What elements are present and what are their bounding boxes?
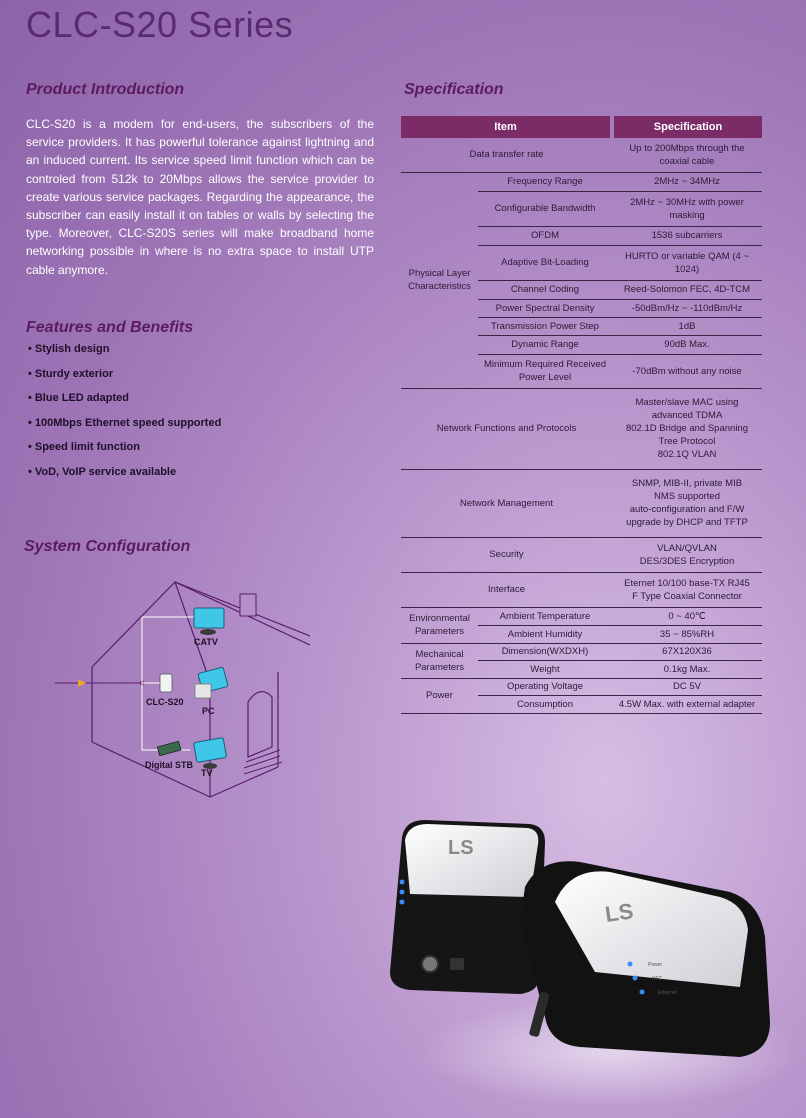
led-icon (640, 990, 645, 995)
tv-icon (193, 738, 226, 763)
system-configuration-diagram (50, 572, 310, 802)
spec-value: -70dBm without any noise (612, 354, 762, 388)
spec-group-power: Power (401, 678, 478, 713)
spec-line: DES/3DES Encryption (639, 555, 735, 567)
spec-item: Channel Coding (478, 280, 612, 299)
device-back (390, 820, 545, 994)
digital-stb-icon (157, 741, 181, 755)
led-label-power: Power (648, 962, 663, 968)
spec-item: Dimension(WXDXH) (478, 643, 612, 660)
spec-item: Network Management (401, 469, 612, 537)
spec-value-network-functions (612, 388, 762, 469)
specification-table (401, 116, 762, 714)
clc-s20-label: CLC-S20 (146, 697, 184, 707)
coaxial-connector-icon (422, 956, 438, 972)
spec-group-mechanical: Mechanical Parameters (401, 643, 478, 678)
spec-item: Network Functions and Protocols (401, 388, 612, 469)
spec-value-interface (612, 572, 762, 607)
spec-line: SNMP, MIB-II, private MIB (631, 478, 743, 489)
ethernet-port-icon (450, 958, 464, 970)
spec-item: Configurable Bandwidth (478, 191, 612, 226)
feature-item: • 100Mbps Ethernet speed supported (28, 417, 221, 442)
system-heading: System Configuration (24, 538, 191, 555)
features-heading: Features and Benefits (26, 319, 194, 336)
spec-value-network-management (612, 469, 762, 537)
spec-line: Master/slave MAC using (635, 397, 739, 408)
spec-item: Consumption (478, 695, 612, 713)
spec-value: DC 5V (612, 678, 762, 695)
spec-item: Ambient Humidity (478, 625, 612, 643)
spec-value: 2MHz ~ 30MHz with power masking (612, 191, 762, 226)
spec-line: auto-configuration and F/W (629, 504, 745, 515)
spec-line: 802.1D Bridge and Spanning (625, 423, 748, 434)
feature-item: • VoD, VoIP service available (28, 466, 221, 491)
spec-value-security (612, 537, 762, 572)
spec-line: upgrade by DHCP and TFTP (626, 517, 748, 528)
led-label-ethernet: Ethernet (658, 990, 677, 996)
spec-value: Up to 200Mbps through the coaxial cable (612, 138, 762, 172)
catv-monitor-stand (200, 629, 216, 635)
spec-line: VLAN/QVLAN (657, 542, 717, 554)
ls-logo: LS (603, 898, 635, 927)
spec-item: Transmission Power Step (478, 317, 612, 335)
tv-label: TV (201, 768, 213, 778)
spec-value: 4.5W Max. with external adapter (612, 695, 762, 713)
intro-text: CLC-S20 is a modem for end-users, the subscribers of the service providers. It has powerful tolerance against lightning and an induced current. Its service speed limit function which can be controled from 512k to 20Mbps allows the service provider to create various service packages. Regarding the appearance, the subscriber can easily install it on tables or walls by selecting the type. Moreover, CLC-S20S series will make broadband home networking possible in where is no extra space to install UTP cable anymore. (26, 117, 374, 277)
spec-header-item: Item (401, 116, 612, 138)
spec-item: Interface (401, 572, 612, 607)
house-walls (92, 667, 278, 797)
features-list (28, 343, 221, 491)
led-icon (400, 880, 405, 885)
digital-stb-label: Digital STB (145, 760, 194, 770)
spec-item: Ambient Temperature (478, 607, 612, 625)
feature-item: • Stylish design (28, 343, 221, 368)
spec-value: 35 ~ 85%RH (612, 625, 762, 643)
ls-logo: LS (448, 837, 474, 859)
spec-item: Minimum Required Received Power Level (478, 354, 612, 388)
spec-value: 1536 subcarriers (612, 226, 762, 245)
catv-monitor-icon (194, 608, 224, 628)
spec-group-environmental: Environmental Parameters (401, 607, 478, 643)
spec-value: 90dB Max. (612, 335, 762, 354)
clc-s20-device-icon (160, 674, 172, 692)
spec-value: 0 ~ 40℃ (612, 607, 762, 625)
spec-item: Data transfer rate (401, 138, 612, 172)
spec-line: F Type Coaxial Connector (632, 590, 742, 602)
signal-arrow-icon (78, 679, 86, 687)
spec-value: -50dBm/Hz ~ -110dBm/Hz (612, 299, 762, 317)
spec-item: Operating Voltage (478, 678, 612, 695)
led-icon (400, 890, 405, 895)
spec-header-specification: Specification (612, 116, 762, 138)
house-door (248, 692, 272, 757)
spec-line: Tree Protocol (658, 436, 716, 447)
spec-item: Frequency Range (478, 172, 612, 191)
intro-heading: Product Introduction (26, 81, 185, 98)
spec-line: Eternet 10/100 base-TX RJ45 (624, 577, 750, 589)
pc-label: PC (202, 706, 215, 716)
spec-line: NMS supported (653, 491, 720, 502)
feature-item: • Sturdy exterior (28, 368, 221, 393)
device-front (520, 861, 770, 1057)
product-photo (380, 812, 790, 1112)
spec-value: 1dB (612, 317, 762, 335)
spec-item: Security (401, 537, 612, 572)
pc-tower-icon (195, 684, 211, 698)
spec-value: 0.1kg Max. (612, 660, 762, 678)
feature-item: • Speed limit function (28, 441, 221, 466)
spec-item: Weight (478, 660, 612, 678)
chimney (240, 594, 256, 616)
spec-item: Adaptive Bit-Loading (478, 245, 612, 280)
spec-item: Power Spectral Density (478, 299, 612, 317)
spec-line: 802.1Q VLAN (657, 449, 717, 460)
spec-value: HURTO or variable QAM (4 ~ 1024) (612, 245, 762, 280)
led-icon (628, 962, 633, 967)
spec-value: 2MHz ~ 34MHz (612, 172, 762, 191)
spec-value: 67X120X36 (612, 643, 762, 660)
page-title: CLC-S20 Series (26, 4, 294, 45)
spec-value: Reed-Solomon FEC, 4D-TCM (612, 280, 762, 299)
spec-heading: Specification (404, 81, 504, 98)
door-steps (244, 750, 282, 774)
spec-group-physical: Physical Layer Characteristics (401, 172, 478, 388)
catv-label: CATV (194, 637, 218, 647)
spec-item: Dynamic Range (478, 335, 612, 354)
spec-line: advanced TDMA (651, 410, 723, 421)
feature-item: • Blue LED adapted (28, 392, 221, 417)
led-icon (633, 976, 638, 981)
led-label-hfc: HFC (652, 976, 663, 982)
spec-item: OFDM (478, 226, 612, 245)
led-icon (400, 900, 405, 905)
